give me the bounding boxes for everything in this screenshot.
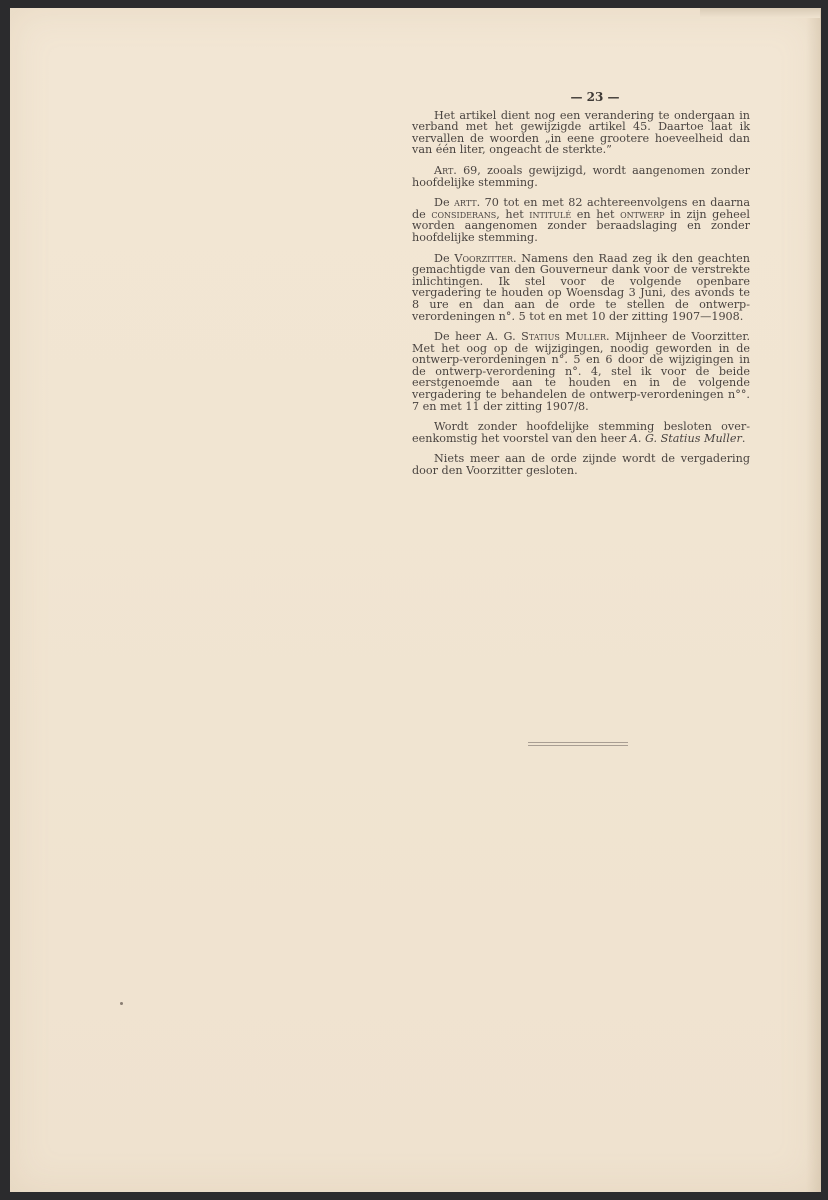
paragraph-text: A. G. Statius Muller [629, 431, 742, 445]
paragraph-text: intitulé [529, 207, 572, 221]
closing-rule [528, 742, 628, 746]
paragraph-text: artt. [454, 196, 481, 210]
paragraph-text: considerans [431, 207, 497, 221]
paragraph-text: in zijn geheel worden aangenomen zonder beraadslaging en zonder hoofdelijke stemming. [412, 207, 750, 244]
paragraph-text: . [741, 431, 746, 445]
paragraph [412, 331, 750, 412]
text-column [412, 92, 750, 486]
paragraph-text: . Mijnheer de Voorzitter. Met het oog op de wijzigingen, noodig geworden in de ontwerp-verordeningen n°. 5 en 6 door de wijzigingen in de ontwerp-verordening n°. 4, stel ik voor de beide eerstgenoemde aan te houden en in de volgende vergadering te behandelen de ontwerp-verordeningen n°°. 7 en met 11 der zitting 1907/8. [412, 330, 751, 413]
paragraph [412, 253, 750, 323]
paragraph-text: Voorzitter [454, 251, 513, 265]
paragraph [412, 453, 750, 476]
paragraph-text: De [434, 196, 455, 210]
page-number: — 23 — [570, 90, 620, 104]
paragraph-text: ontwerp [620, 207, 665, 221]
paragraph-text: Niets meer aan de orde zijnde wordt de vergadering door den Voorzitter gesloten. [412, 452, 750, 478]
paper-speck [120, 1002, 123, 1005]
paragraph-text: Wordt zonder hoofdelijke stemming besloten overeenkomstig het voorstel van den heer [412, 420, 750, 445]
paragraph-text: 69, zooals gewijzigd, wordt aangenomen zonder hoofdelijke stemming. [412, 163, 750, 189]
paragraph-text: en het [571, 207, 621, 221]
paragraph-text: De heer A. G. [434, 330, 522, 344]
paragraph-text: Het artikel dient nog een verandering te ondergaan in verband met het gewijzigde artikel 45. Daartoe laat ik vervallen de woorden „in eene grootere hoeveelheid dan van één liter, ongeacht de sterkte.” [412, 108, 750, 157]
paragraph-text: De [434, 251, 455, 265]
paragraph [412, 110, 750, 156]
paragraph-list [412, 110, 750, 477]
paragraph-text: . Namens den Raad zeg ik den geachten gemachtigde van den Gouverneur dank voor de verstrekte inlichtingen. Ik stel voor de volgende openbare vergadering te houden op Woensdag 3 Juni, des avonds te 8 ure en dan aan de orde te stellen de ontwerp-verordeningen n°. 5 tot en met 10 der zitting 1907—1908. [412, 251, 750, 323]
paragraph [412, 197, 750, 243]
paragraph-text: 70 tot en met 82 achtereenvolgens en daarna de [412, 196, 750, 221]
paragraph-text: , het [496, 207, 530, 221]
paragraph-text: Art. [434, 163, 457, 177]
page-fold-edge [700, 8, 820, 18]
paragraph-text: Statius Muller [521, 330, 606, 344]
paragraph [412, 421, 750, 444]
paragraph [412, 165, 750, 188]
